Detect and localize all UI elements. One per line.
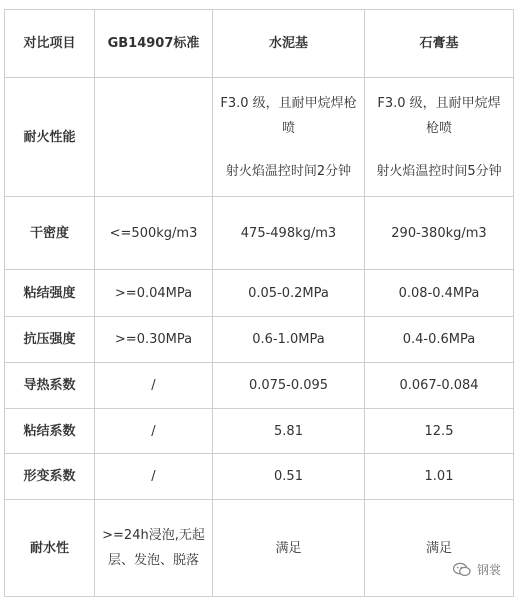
cement-cell: 475-498kg/m3 bbox=[213, 197, 365, 270]
cell-text: F3.0 级，且耐甲烷焊枪喷 bbox=[377, 95, 501, 136]
header-cell: 对比项目 bbox=[5, 10, 95, 78]
standard-cell: >=0.30MPa bbox=[95, 317, 213, 363]
gypsum-cell: 12.5 bbox=[365, 409, 514, 454]
gypsum-cell: 0.4-0.6MPa bbox=[365, 317, 514, 363]
table-row bbox=[5, 454, 514, 500]
watermark-text: 钢裳 bbox=[476, 563, 501, 577]
cement-cell: 0.05-0.2MPa bbox=[213, 270, 365, 317]
watermark bbox=[452, 561, 501, 578]
row-label: 粘结强度 bbox=[5, 270, 95, 317]
gypsum-cell bbox=[365, 78, 514, 197]
cell-text: 射火焰温控时间5分钟 bbox=[376, 163, 502, 179]
standard-cell: <=500kg/m3 bbox=[95, 197, 213, 270]
wechat-icon bbox=[452, 562, 472, 577]
row-label: 干密度 bbox=[5, 197, 95, 270]
row-label: 抗压强度 bbox=[5, 317, 95, 363]
table-row bbox=[5, 197, 514, 270]
row-label: 耐水性 bbox=[5, 500, 95, 597]
header-cell: 石膏基 bbox=[365, 10, 514, 78]
standard-cell: >=24h浸泡,无起层、发泡、脱落 bbox=[95, 500, 213, 597]
cement-cell: 0.51 bbox=[213, 454, 365, 500]
cell-text: F3.0 级，且耐甲烷焊枪喷 bbox=[220, 95, 357, 136]
standard-cell: / bbox=[95, 363, 213, 409]
header-cell: 水泥基 bbox=[213, 10, 365, 78]
row-label: 粘结系数 bbox=[5, 409, 95, 454]
cement-cell: 0.075-0.095 bbox=[213, 363, 365, 409]
standard-cell: / bbox=[95, 409, 213, 454]
cell-text: 射火焰温控时间2分钟 bbox=[225, 163, 352, 179]
header-cell: GB14907标准 bbox=[95, 10, 213, 78]
cement-cell bbox=[213, 78, 365, 197]
table-row bbox=[5, 270, 514, 317]
gypsum-cell: 290-380kg/m3 bbox=[365, 197, 514, 270]
standard-cell: >=0.04MPa bbox=[95, 270, 213, 317]
cement-cell: 满足 bbox=[213, 500, 365, 597]
table-row bbox=[5, 409, 514, 454]
table-row bbox=[5, 78, 514, 197]
row-label: 导热系数 bbox=[5, 363, 95, 409]
comparison-table bbox=[4, 9, 514, 597]
standard-cell bbox=[95, 78, 213, 197]
gypsum-cell: 0.08-0.4MPa bbox=[365, 270, 514, 317]
gypsum-cell: 1.01 bbox=[365, 454, 514, 500]
gypsum-cell: 0.067-0.084 bbox=[365, 363, 514, 409]
table-row bbox=[5, 317, 514, 363]
gypsum-cell: 满足 bbox=[365, 500, 514, 597]
header-row bbox=[5, 10, 514, 78]
cement-cell: 5.81 bbox=[213, 409, 365, 454]
table-row bbox=[5, 500, 514, 597]
table-row bbox=[5, 363, 514, 409]
row-label: 耐火性能 bbox=[5, 78, 95, 197]
row-label: 形变系数 bbox=[5, 454, 95, 500]
cement-cell: 0.6-1.0MPa bbox=[213, 317, 365, 363]
standard-cell: / bbox=[95, 454, 213, 500]
